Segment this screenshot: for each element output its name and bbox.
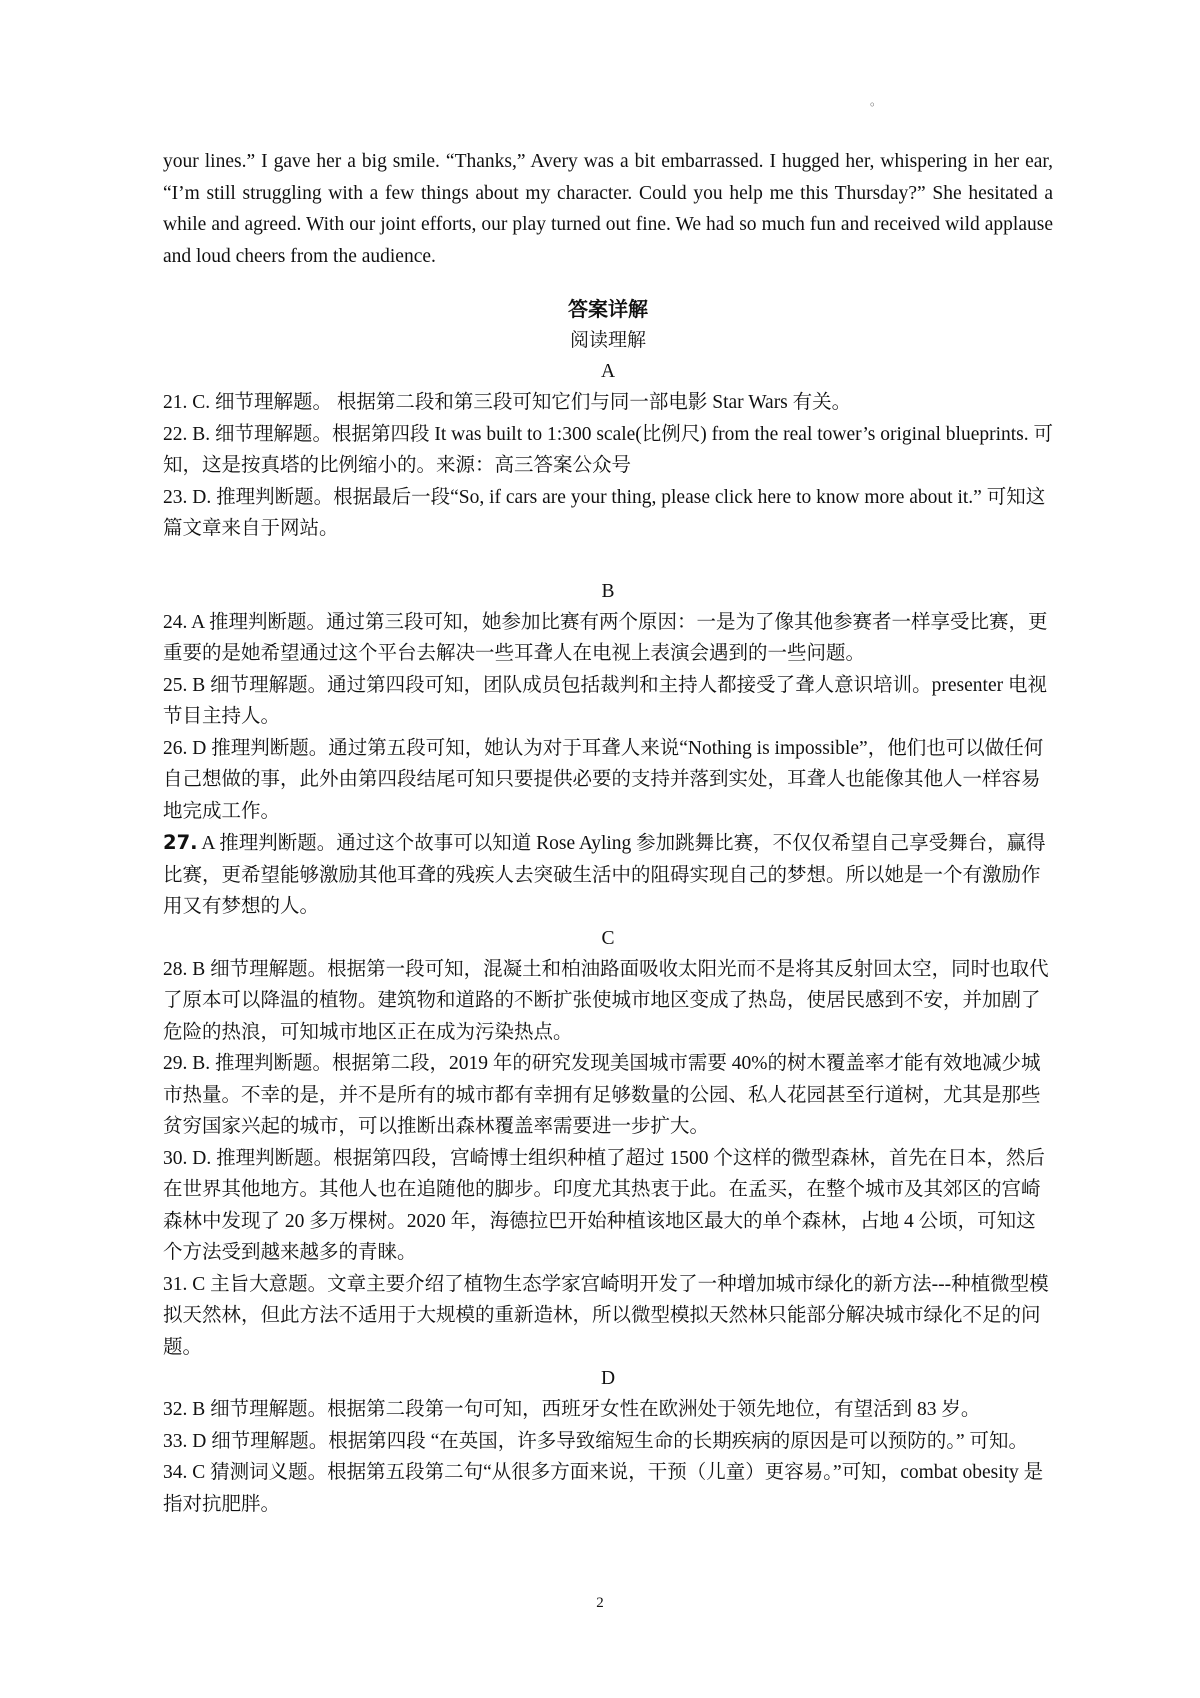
page-number: 2 [596,1595,604,1611]
answer-item: 34. C 猜测词义题。根据第五段第二句“从很多方面来说，干预（儿童）更容易。”可知，combat obesity 是指对抗肥胖。 [163,1462,1044,1515]
section-a-label: A [600,361,616,382]
section-b-label: B [601,580,615,602]
answer-item-text: A 推理判断题。通过这个故事可以知道 Rose Ayling 参加跳舞比赛，不仅仅希望自己享受舞台，赢得比赛，更希望能够激励其他耳聋的残疾人去突破生活中的阻碍实现自己的梦想。所以她是一个有激励作用又有梦想的人。 [163,833,1046,917]
answer-item: 28. B 细节理解题。根据第一段可知，混凝土和柏油路面吸收太阳光而不是将其反射回太空，同时也取代了原本可以降温的植物。建筑物和道路的不断扩张使城市地区变成了热岛，使居民感到不安，并加剧了危险的热浪，可知城市地区正在成为污染热点。 [163,958,1049,1043]
answer-item: 23. D. 推理判断题。根据最后一段“So, if cars are your thing, please click here to know more about it.” 可知这篇文章来自于网站。 [163,486,1046,539]
page-content [163,146,1053,1520]
answer-item: 26. D 推理判断题。通过第五段可知，她认为对于耳聋人来说“Nothing is impossible”，他们也可以做任何自己想做的事，此外由第四段结尾可知只要提供必要的支持并落到实处，耳聋人也能像其他人一样容易地完成工作。 [163,737,1044,822]
answer-item: 24. A 推理判断题。通过第三段可知，她参加比赛有两个原因：一是为了像其他参赛者一样享受比赛，更重要的是她希望通过这个平台去解决一些耳聋人在电视上表演会遇到的一些问题。 [163,611,1048,664]
section-d-label: D [600,1368,616,1389]
answer-item: 33. D 细节理解题。根据第四段 “在英国，许多导致缩短生命的长期疾病的原因是可以预防的。” 可知。 [163,1430,1029,1452]
answer-item: 30. D. 推理判断题。根据第四段，宫崎博士组织种植了超过 1500 个这样的微型森林，首先在日本，然后在世界其他地方。其他人也在追随他的脚步。印度尤其热衷于此。在孟买，在整个城市及其郊区的宫崎森林中发现了 20 多万棵树。2020 年，海德拉巴开始种植该地区最大的单个森林，占地 4 公顷，可知这个方法受到越来越多的青睐。 [163,1147,1045,1263]
answer-item: 32. B 细节理解题。根据第二段第一句可知，西班牙女性在欧洲处于领先地位，有望活到 83 岁。 [163,1399,981,1420]
section-title: 阅读理解 [569,330,646,351]
answer-item-number: 27. [163,831,198,854]
top-mark: 。 [870,94,883,108]
answer-item: 25. B 细节理解题。通过第四段可知，团队成员包括裁判和主持人都接受了聋人意识培训。presenter 电视节目主持人。 [163,674,1047,727]
section-c-label: C [601,927,615,949]
passage-paragraph: your lines.” I gave her a big smile. “Thanks,” Avery was a bit embarrassed. I hugged her, whispering in her ear, “I’m still struggling with a few things about my character. Could you help me this Thursday?” She hesitated a while and agreed. With our joint efforts, our play turned out fine. We had so much fun and received wild applause and loud cheers from the audience. [163,151,1053,267]
answer-title: 答案详解 [568,297,648,321]
answer-item [163,827,1053,923]
answer-item: 21. C. 细节理解题。 根据第二段和第三段可知它们与同一部电影 Star Wars 有关。 [163,392,852,413]
answer-item: 31. C 主旨大意题。文章主要介绍了植物生态学家宫崎明开发了一种增加城市绿化的新方法---种植微型模拟天然林，但此方法不适用于大规模的重新造林，所以微型模拟天然林只能部分解决城市绿化不足的问题。 [163,1273,1049,1358]
answer-item: 29. B. 推理判断题。根据第二段，2019 年的研究发现美国城市需要 40%的树木覆盖率才能有效地减少城市热量。不幸的是，并不是所有的城市都有幸拥有足够数量的公园、私人花园甚至行道树，尤其是那些贫穷国家兴起的城市，可以推断出森林覆盖率需要进一步扩大。 [163,1053,1041,1137]
answer-item: 22. B. 细节理解题。根据第四段 It was built to 1:300 scale(比例尺) from the real tower’s original blueprints. 可知，这是按真塔的比例缩小的。来源：高三答案公众号 [163,423,1054,476]
